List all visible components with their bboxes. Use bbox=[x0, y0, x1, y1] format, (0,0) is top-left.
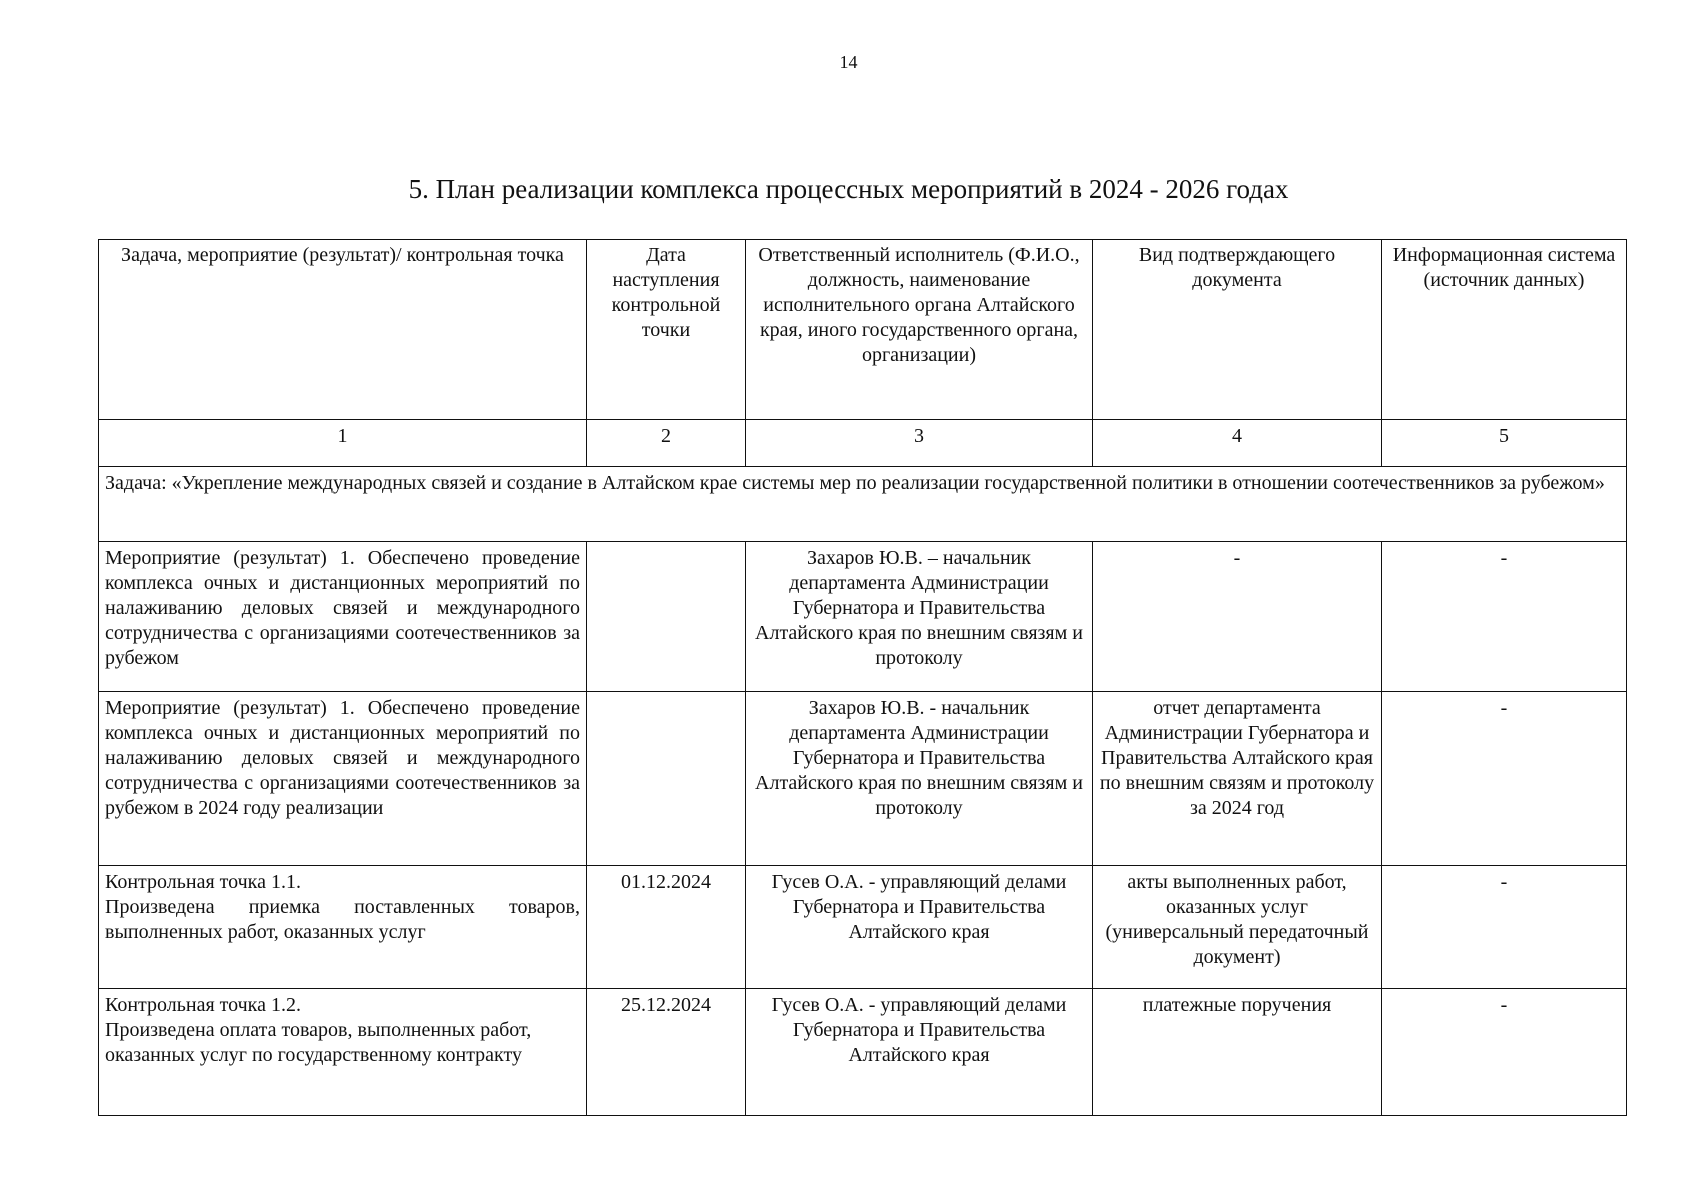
row-system: - bbox=[1382, 866, 1627, 989]
column-number: 5 bbox=[1382, 420, 1627, 467]
header-system: Информационная система (источник данных) bbox=[1382, 240, 1627, 420]
checkpoint-text: Произведена приемка поставленных товаров, выполненных работ, оказанных услуг bbox=[105, 896, 580, 943]
table-row bbox=[99, 866, 1627, 989]
checkpoint-title: Контрольная точка 1.1. bbox=[105, 871, 301, 893]
row-date bbox=[587, 542, 746, 692]
row-executor: Захаров Ю.В. - начальник департамента Администрации Губернатора и Правительства Алтайского края по внешним связям и протоколу bbox=[746, 692, 1093, 866]
task-text: Задача: «Укрепление международных связей и создание в Алтайском крае системы мер по реализации государственной политики в отношении соотечественников за рубежом» bbox=[99, 467, 1627, 542]
row-date: 25.12.2024 bbox=[587, 989, 746, 1116]
task-row bbox=[99, 467, 1627, 542]
row-system: - bbox=[1382, 542, 1627, 692]
row-document: отчет департамента Администрации Губернатора и Правительства Алтайского края по внешним связям и протоколу за 2024 год bbox=[1093, 692, 1382, 866]
header-document: Вид подтверждающего документа bbox=[1093, 240, 1382, 420]
column-number: 1 bbox=[99, 420, 587, 467]
column-numbers-row bbox=[99, 420, 1627, 467]
row-date bbox=[587, 692, 746, 866]
row-document: платежные поручения bbox=[1093, 989, 1382, 1116]
row-system: - bbox=[1382, 692, 1627, 866]
table-row bbox=[99, 542, 1627, 692]
row-system: - bbox=[1382, 989, 1627, 1116]
row-document: акты выполненных работ, оказанных услуг (универсальный передаточный документ) bbox=[1093, 866, 1382, 989]
page-number: 14 bbox=[839, 52, 858, 72]
row-document: - bbox=[1093, 542, 1382, 692]
row-name: Мероприятие (результат) 1. Обеспечено проведение комплекса очных и дистанционных мероприятий по налаживанию деловых связей и международного сотрудничества с организациями соотечественников за рубежом bbox=[99, 542, 587, 692]
row-name-cell bbox=[99, 866, 587, 989]
row-executor: Захаров Ю.В. – начальник департамента Администрации Губернатора и Правительства Алтайского края по внешним связям и протоколу bbox=[746, 542, 1093, 692]
column-number: 2 bbox=[587, 420, 746, 467]
header-executor: Ответственный исполнитель (Ф.И.О., должность, наименование исполнительного органа Алтайского края, иного государственного органа, организации) bbox=[746, 240, 1093, 420]
row-executor: Гусев О.А. - управляющий делами Губернатора и Правительства Алтайского края bbox=[746, 866, 1093, 989]
document-title: 5. План реализации комплекса процессных мероприятий в 2024 - 2026 годах bbox=[408, 174, 1289, 204]
table-row bbox=[99, 692, 1627, 866]
row-date: 01.12.2024 bbox=[587, 866, 746, 989]
column-number: 3 bbox=[746, 420, 1093, 467]
plan-table bbox=[98, 239, 1627, 1116]
checkpoint-text: Произведена оплата товаров, выполненных работ, оказанных услуг по государственному контракту bbox=[105, 1019, 532, 1066]
row-name: Мероприятие (результат) 1. Обеспечено проведение комплекса очных и дистанционных мероприятий по налаживанию деловых связей и международного сотрудничества с организациями соотечественников за рубежом в 2024 году реализации bbox=[99, 692, 587, 866]
table-header-row bbox=[99, 240, 1627, 420]
checkpoint-title: Контрольная точка 1.2. bbox=[105, 994, 301, 1016]
header-task: Задача, мероприятие (результат)/ контрольная точка bbox=[99, 240, 587, 420]
row-name-cell bbox=[99, 989, 587, 1116]
column-number: 4 bbox=[1093, 420, 1382, 467]
header-date: Дата наступления контрольной точки bbox=[587, 240, 746, 420]
row-executor: Гусев О.А. - управляющий делами Губернатора и Правительства Алтайского края bbox=[746, 989, 1093, 1116]
table-row bbox=[99, 989, 1627, 1116]
